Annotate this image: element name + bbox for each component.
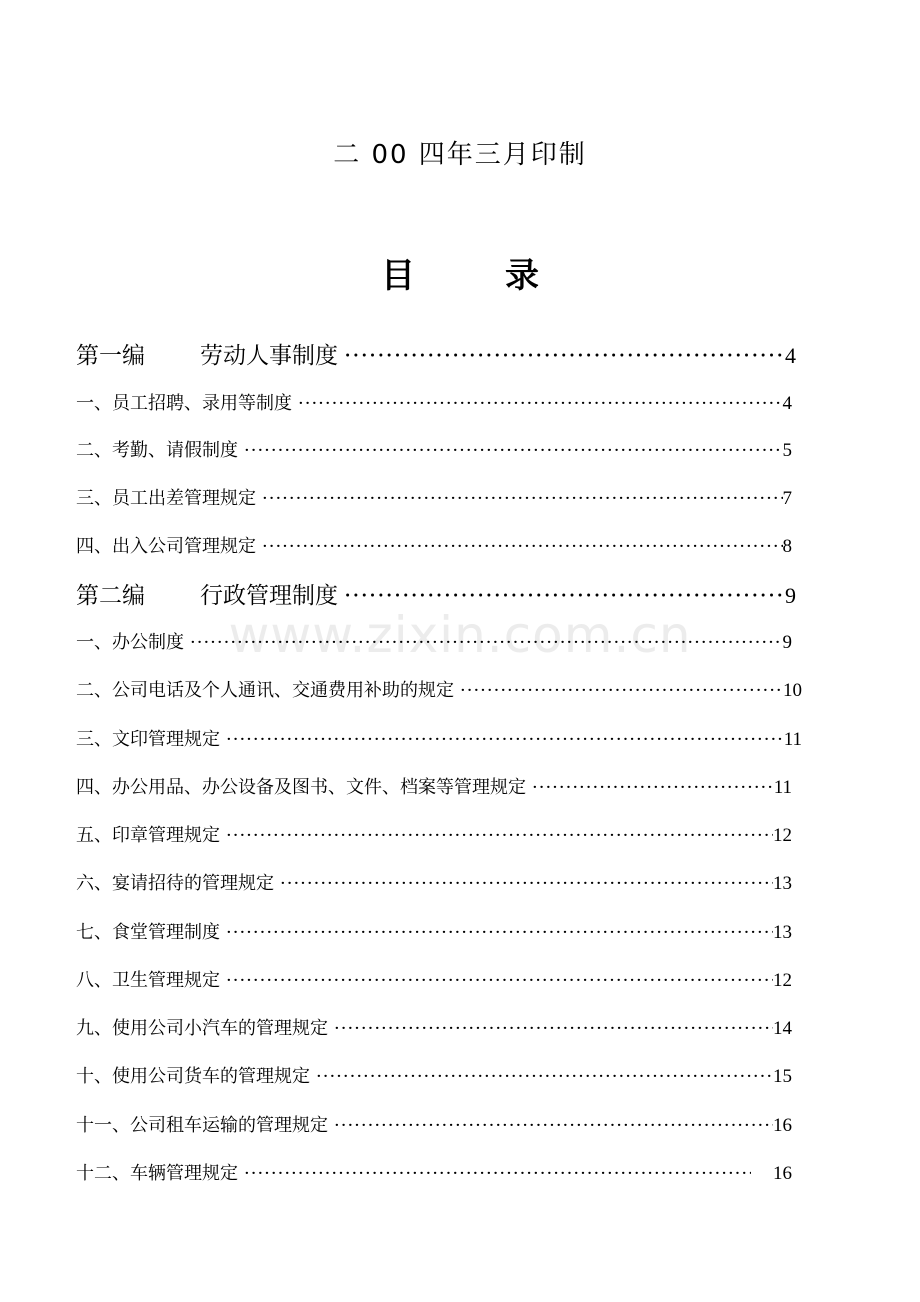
toc-entry-label: 十一、公司租车运输的管理规定 xyxy=(76,1115,328,1136)
toc-entry-page: 12 xyxy=(773,970,792,991)
toc-title-char-1: 目 xyxy=(381,256,415,296)
toc-entry[interactable] xyxy=(76,678,802,704)
leader-dots xyxy=(244,438,783,464)
leader-dots xyxy=(226,920,773,946)
toc-entry-page: 10 xyxy=(783,680,802,701)
toc-entry-label: 第一编 劳动人事制度 xyxy=(76,343,338,369)
toc-entry-label: 四、出入公司管理规定 xyxy=(76,536,256,557)
toc-entry-label: 二、考勤、请假制度 xyxy=(76,440,238,461)
toc-entry-page: 5 xyxy=(782,440,792,461)
leader-dots xyxy=(226,968,773,994)
toc-entry-label: 九、使用公司小汽车的管理规定 xyxy=(76,1018,328,1039)
toc-entry-label: 第二编 行政管理制度 xyxy=(76,583,338,609)
leader-dots xyxy=(226,823,773,849)
toc-entry-label: 八、卫生管理规定 xyxy=(76,970,220,991)
toc-entry-label: 六、宴请招待的管理规定 xyxy=(76,873,274,894)
toc-entry-label: 五、印章管理规定 xyxy=(76,825,220,846)
toc-entry[interactable] xyxy=(76,920,792,946)
toc-title xyxy=(0,248,920,297)
toc-entry-page: 4 xyxy=(785,343,796,368)
toc-entry-label: 十二、车辆管理规定 xyxy=(76,1163,238,1184)
leader-dots xyxy=(244,1161,751,1187)
toc-entry-label: 十、使用公司货车的管理规定 xyxy=(76,1066,310,1087)
toc-entry-page: 13 xyxy=(773,922,792,943)
toc-entry-page: 13 xyxy=(773,873,792,894)
toc-entry[interactable] xyxy=(76,534,792,560)
watermark: www.zixin.com.cn xyxy=(228,606,692,664)
toc-entry-label: 二、公司电话及个人通讯、交通费用补助的规定 xyxy=(76,680,454,701)
toc-entry-page: 11 xyxy=(783,729,802,750)
toc-entry[interactable] xyxy=(76,871,792,897)
toc-entry[interactable] xyxy=(76,727,802,753)
toc-entry[interactable] xyxy=(76,630,792,656)
leader-dots xyxy=(334,1016,773,1042)
toc-entry[interactable] xyxy=(76,775,792,801)
leader-dots xyxy=(316,1064,773,1090)
toc-entry-label: 一、办公制度 xyxy=(76,632,184,653)
leader-dots xyxy=(262,534,783,560)
toc-entry-page: 12 xyxy=(773,825,792,846)
leader-dots xyxy=(262,486,783,512)
print-date-line: 二 00 四年三月印制 xyxy=(333,140,587,170)
toc-title-char-2: 录 xyxy=(505,256,539,296)
toc-entry-label: 七、食堂管理制度 xyxy=(76,922,220,943)
toc-entry-label: 一、员工招聘、录用等制度 xyxy=(76,393,292,414)
toc-entry-page: 4 xyxy=(782,393,792,414)
leader-dots xyxy=(532,775,774,801)
leader-dots xyxy=(226,727,784,753)
toc-entry-page: 9 xyxy=(782,632,792,653)
toc-entry[interactable] xyxy=(76,823,792,849)
toc-entry-page: 9 xyxy=(785,583,796,608)
toc-entry[interactable] xyxy=(76,486,792,512)
toc-entry-page: 16 xyxy=(773,1115,792,1136)
leader-dots xyxy=(298,391,783,417)
toc-entry-page: 11 xyxy=(773,777,792,798)
toc-entry-part-1[interactable] xyxy=(76,341,796,371)
toc-entry[interactable] xyxy=(76,1016,792,1042)
toc-entry-label: 四、办公用品、办公设备及图书、文件、档案等管理规定 xyxy=(76,777,526,798)
toc-entry-part-2[interactable] xyxy=(76,581,796,611)
leader-dots xyxy=(344,341,785,371)
leader-dots xyxy=(280,871,773,897)
toc-entry[interactable] xyxy=(76,1064,792,1090)
toc-entry-page: 7 xyxy=(782,488,792,509)
toc-entry[interactable] xyxy=(76,391,792,417)
toc-entry-page: 16 xyxy=(773,1163,792,1184)
toc-entry-page: 14 xyxy=(773,1018,792,1039)
leader-dots xyxy=(190,630,783,656)
leader-dots xyxy=(460,678,783,704)
toc-entry-label: 三、文印管理规定 xyxy=(76,729,220,750)
toc-entry-page: 8 xyxy=(782,536,792,557)
toc-entry-page: 15 xyxy=(773,1066,792,1087)
leader-dots xyxy=(334,1113,773,1139)
toc-entry-label: 三、员工出差管理规定 xyxy=(76,488,256,509)
toc-entry[interactable] xyxy=(76,1113,792,1139)
toc-entry[interactable] xyxy=(76,438,792,464)
toc-entry[interactable] xyxy=(76,1161,792,1187)
leader-dots xyxy=(344,581,785,611)
toc-entry[interactable] xyxy=(76,968,792,994)
